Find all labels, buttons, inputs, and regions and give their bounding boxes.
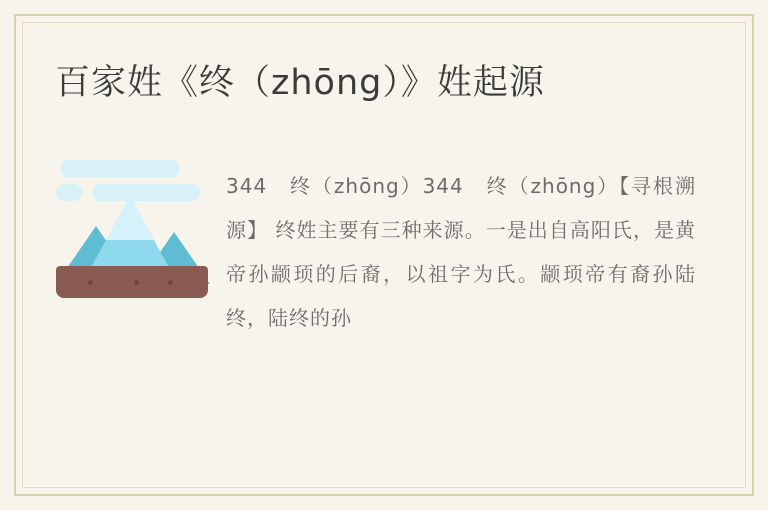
mountain-peak-icon: [106, 196, 154, 240]
cloud-shape-icon: [60, 160, 180, 177]
mountain-cloud-icon: [56, 140, 216, 300]
cloud-shape-icon: [56, 184, 82, 201]
ground-dot-icon: [88, 280, 93, 285]
ground-icon: [56, 266, 208, 298]
ground-dot-icon: [134, 280, 139, 285]
page-title: 百家姓《终（zhōng）》姓起源: [55, 63, 545, 103]
article-body: 344 终（zhōng）344 终（zhōng）【寻根溯源】 终姓主要有三种来源。一是出自高阳氏，是黄帝孙颛顼的后裔，以祖字为氏。颛顼帝有裔孙陆终，陆终的孙: [226, 174, 696, 330]
ground-dot-icon: [168, 280, 173, 285]
document-content: [22, 22, 746, 488]
